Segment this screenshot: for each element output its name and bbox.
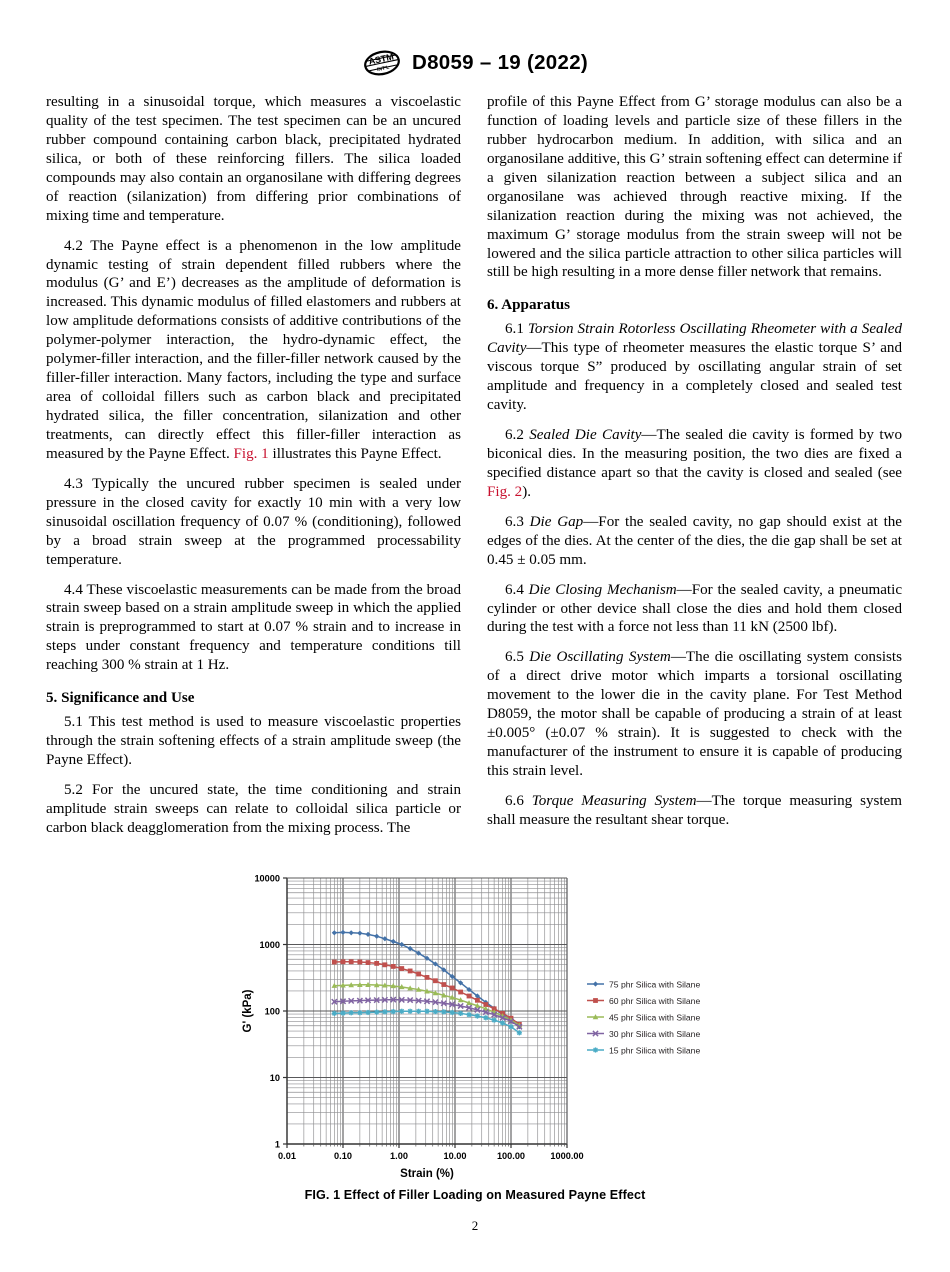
paragraph-5-1: 5.1 This test method is used to measure viscoelastic properties through the strain softening effects of a strain amplitude sweep (the Payne Effect). xyxy=(46,714,461,768)
x-axis-tick-label: 100.00 xyxy=(496,1151,526,1161)
data-point-marker xyxy=(433,978,438,983)
data-point-marker xyxy=(341,959,346,964)
paragraph-6-1-title: Torsion Strain Rotorless Oscillating Rheometer with a Sealed Cavity xyxy=(487,321,903,357)
legend-label: 15 phr Silica with Silane xyxy=(609,1045,701,1056)
data-point-marker xyxy=(458,990,463,995)
legend-label: 75 phr Silica with Silane xyxy=(609,979,701,990)
figure-caption: FIG. 1 Effect of Filler Loading on Measured Payne Effect xyxy=(304,1188,646,1202)
right-text-column xyxy=(487,93,902,841)
paragraph-6-6-number: 6.6 xyxy=(505,792,532,809)
figure-1-cross-reference[interactable]: Fig. 1 xyxy=(233,445,269,462)
payne-effect-chart xyxy=(235,866,715,1186)
paragraph-6-3-number: 6.3 xyxy=(505,513,530,530)
page-header xyxy=(0,48,950,78)
paragraph-6-4-number: 6.4 xyxy=(505,581,529,598)
data-point-marker xyxy=(366,960,371,965)
legend-label: 30 phr Silica with Silane xyxy=(609,1028,701,1039)
legend-label: 60 phr Silica with Silane xyxy=(609,995,701,1006)
paragraph-6-2-body-b: ). xyxy=(522,483,532,500)
data-point-marker xyxy=(416,972,421,977)
section-heading-6: 6. Apparatus xyxy=(487,297,571,314)
y-axis-tick-label: 1000 xyxy=(259,939,280,950)
paragraph-6-5-body: —The die oscillating system consists of a direct drive motor which imparts a torsional oscillating movement to the lower die in the cavity plane. For Test Method D8059, the motor shall be capable of producing a strain of at least ±0.005° (±0.07 % strain). It is suggested to check with the manufacturer of the instrument to ensure it is capable of producing this strain level. xyxy=(487,649,902,779)
data-point-marker xyxy=(593,998,598,1003)
paragraph-4-4: 4.4 These viscoelastic measurements can be made from the broad strain sweep based on a strain amplitude sweep in which the applied strain is preprogrammed to start at 0.07 % strain and to increase in steps under constant frequency and temperature conditions till reaching 300 % strain at 1 Hz. xyxy=(46,581,461,674)
data-point-marker xyxy=(475,998,480,1003)
y-axis-tick-label: 100 xyxy=(264,1006,280,1017)
data-point-marker xyxy=(425,975,430,980)
data-point-marker xyxy=(374,961,379,966)
paragraph-6-3-body: —For the sealed cavity, no gap should exist at the edges of the dies. At the center of the dies, the die gap shall be set at 0.45 ± 0.05 mm. xyxy=(487,513,903,568)
paragraph-6-5 xyxy=(487,648,902,781)
paragraph-6-3 xyxy=(487,513,902,570)
x-axis-title: Strain (%) xyxy=(400,1168,454,1180)
paragraph-6-6-title: Torque Measuring System xyxy=(531,792,697,809)
data-point-marker xyxy=(467,994,472,999)
paragraph-6-2-body-a: —The sealed die cavity is formed by two biconical dies. In the measuring position, the two dies are fixed a specified distance apart so that the cavity is closed and sealed (see xyxy=(487,427,902,481)
paragraph-6-2-number: 6.2 xyxy=(505,427,530,443)
paragraph-6-2-title: Sealed Die Cavity xyxy=(529,427,642,443)
paragraph-6-6-body: —The torque measuring system shall measure the resultant shear torque. xyxy=(487,792,902,828)
data-point-marker xyxy=(441,982,446,987)
y-axis-tick-label: 10000 xyxy=(254,873,280,884)
x-axis-tick-label: 1.00 xyxy=(390,1151,408,1161)
legend-label: 45 phr Silica with Silane xyxy=(609,1012,701,1023)
paragraph-4-2 xyxy=(46,237,461,464)
y-axis-tick-label: 10 xyxy=(269,1072,280,1083)
paragraph-6-4 xyxy=(487,581,902,638)
y-axis-tick-label: 1 xyxy=(274,1139,280,1150)
paragraph-4-1-continued: resulting in a sinusoidal torque, which measures a viscoelastic quality of the test specimen. The test specimen can be an uncured rubber compound containing carbon black, precipitated hydrated silica, or both of these reinforcing fillers. The silica loaded compounds may also contain an organosilane with differing degrees of reaction (silanization) from differing prior combinations of mixing time and temperature. xyxy=(46,94,461,224)
data-point-marker xyxy=(349,959,354,964)
paragraph-4-2-text-b: illustrates this Payne Effect. xyxy=(268,445,442,462)
x-axis-tick-label: 0.10 xyxy=(334,1151,352,1161)
figure-2-cross-reference[interactable]: Fig. 2 xyxy=(487,483,523,500)
paragraph-6-2 xyxy=(487,426,902,502)
paragraph-6-5-number: 6.5 xyxy=(505,649,530,666)
paragraph-6-1 xyxy=(487,320,902,415)
paragraph-6-4-body: —For the sealed cavity, a pneumatic cylinder or other device shall close the dies and hold them closed during the test with a force not less than 11 kN (2500 lbf). xyxy=(487,581,903,636)
paragraph-5-2: 5.2 For the uncured state, the time conditioning and strain amplitude strain sweeps can relate to colloidal silica particle or carbon black deagglomeration from the mixing process. The xyxy=(46,781,461,836)
data-point-marker xyxy=(332,960,337,965)
data-point-marker xyxy=(357,960,362,965)
paragraph-6-6 xyxy=(487,792,902,830)
y-axis-title: G' (kPa) xyxy=(242,989,254,1033)
page-number: 2 xyxy=(471,1218,479,1233)
data-point-marker xyxy=(382,962,387,967)
x-axis-tick-label: 1000.00 xyxy=(550,1151,584,1161)
data-point-marker xyxy=(450,986,455,991)
paragraph-6-4-title: Die Closing Mechanism xyxy=(528,581,677,598)
data-point-marker xyxy=(391,964,396,969)
paragraph-4-2-text-a: 4.2 The Payne effect is a phenomenon in the low amplitude dynamic testing of strain dependent filled rubbers where the modulus (G’ and E’) decreases as the amplitude of deformation is increased. This dynamic modulus of filled elastomers and rubbers at low amplitude deformations consists of additive contributions of the polymer-polymer interaction, the hydro-dynamic effect, the polymer-filler interaction, and the filler-filler network caused by the filler-filler interaction. Many factors, including the type and surface area of colloidal fillers such as carbon black and precipitated hydrated silica, the filler concentration, silanization and other treatments, can directly effect this filler-filler interaction as measured by the Payne Effect. xyxy=(46,237,461,462)
data-point-marker xyxy=(399,966,404,971)
paragraph-6-1-number: 6.1 xyxy=(505,321,528,338)
figure-1 xyxy=(0,866,950,1202)
data-point-marker xyxy=(408,969,413,974)
svg-text:INT'L: INT'L xyxy=(376,64,390,74)
left-text-column xyxy=(46,93,461,849)
section-heading-5: 5. Significance and Use xyxy=(46,690,195,707)
svg-text:ASTM: ASTM xyxy=(367,51,395,67)
x-axis-tick-label: 10.00 xyxy=(443,1151,467,1161)
paragraph-6-3-title: Die Gap xyxy=(529,513,584,530)
paragraph-6-1-body: —This type of rheometer measures the elastic torque S’ and viscous torque S” produced by oscillating angular strain of set amplitude and frequency in a completely closed and sealed test cavity. xyxy=(487,340,902,414)
x-axis-tick-label: 0.01 xyxy=(278,1151,296,1161)
paragraph-5-2-continued: profile of this Payne Effect from G’ storage modulus can also be a function of loading levels and particle size of these fillers in the rubber hydrocarbon medium. In addition, with silica and an organosilane additive, this G’ strain softening effect can determine if a given silanization reaction between a subject silica and an organosilane was achieved through reactive mixing. If the silanization reaction during the mixing was not achieved, the maximum G’ storage modulus from the strain sweep will not be lowered and the silica particle attraction to other silica particles will still be high resulting in a more dense filler network that remains. xyxy=(487,94,902,281)
paragraph-4-3: 4.3 Typically the uncured rubber specimen is sealed under pressure in the closed cavity for exactly 10 min with a very low sinusoidal oscillation frequency of 0.07 % (conditioning), followed by a broad strain sweep at the programmed processability temperature. xyxy=(46,475,461,568)
standard-designation: D8059 – 19 (2022) xyxy=(411,51,589,74)
astm-logo-icon xyxy=(362,48,402,78)
paragraph-6-5-title: Die Oscillating System xyxy=(529,649,671,666)
